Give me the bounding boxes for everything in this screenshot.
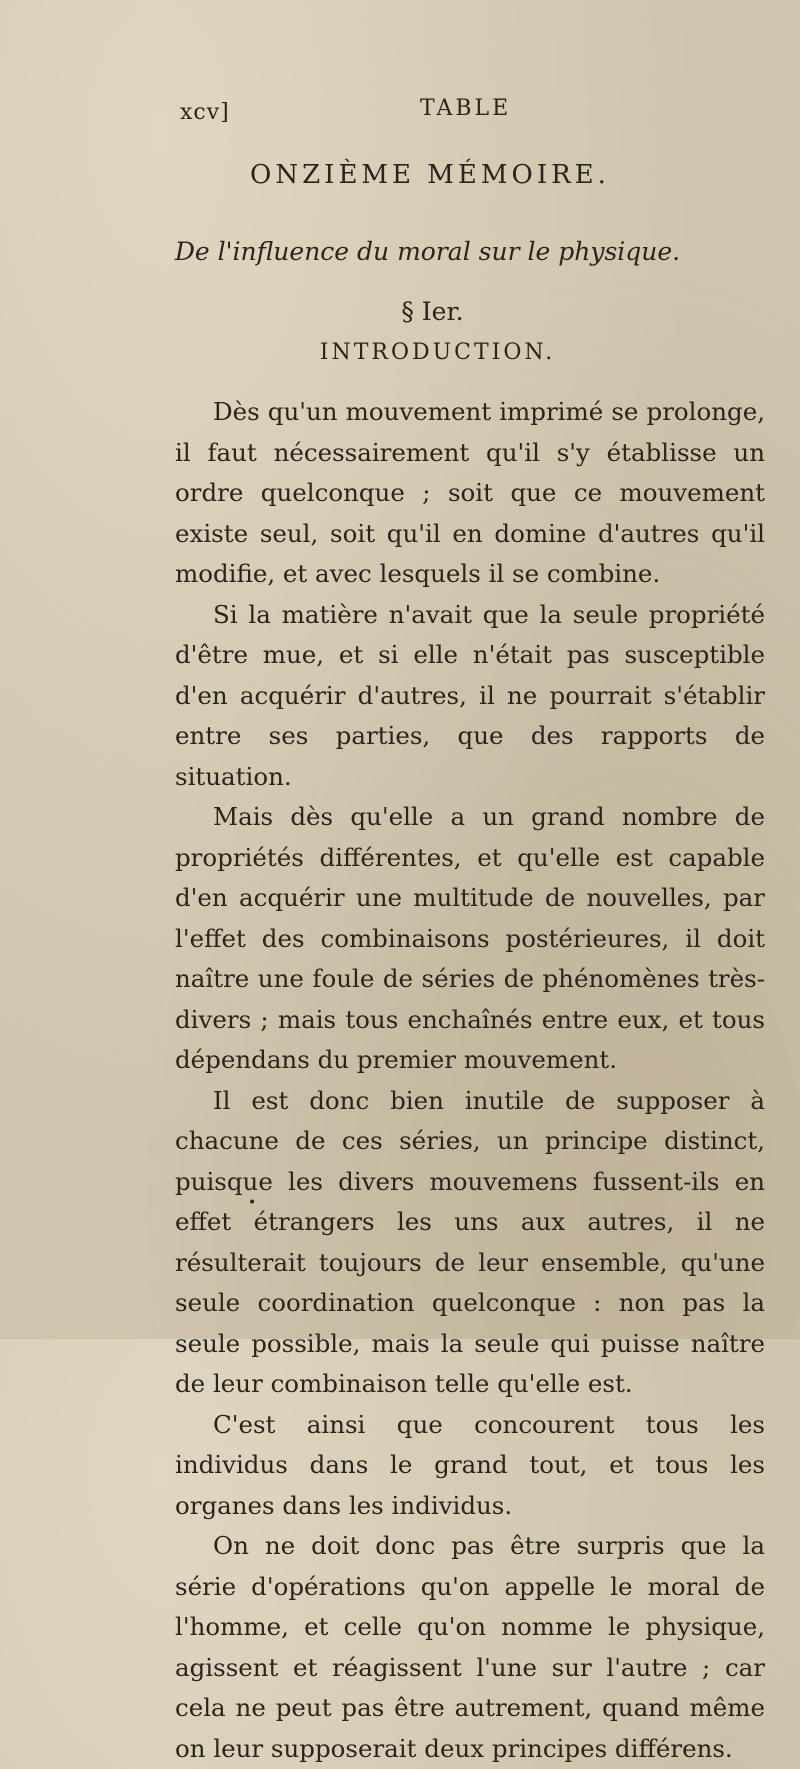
memoir-title: ONZIÈME MÉMOIRE. [250,160,610,190]
subtitle: De l'influence du moral sur le physique. [174,237,681,266]
running-header [170,96,730,140]
paragraph: Dès qu'un mouvement imprimé se prolonge, il faut nécessairement qu'il s'y établisse un ordre quelconque ; soit que ce mouvement existe seul, soit qu'il en domine d'autres qu'il modifie, et avec lesquels il se combine. [175,397,765,588]
section-heading: INTRODUCTION. [319,340,556,365]
page-number: xcv] [180,100,230,125]
paragraph: C'est ainsi que concourent tous les individus dans le grand tout, et tous les organes dans les individus. [175,1409,765,1520]
running-title: TABLE [420,96,512,121]
section-mark: § Ier. [401,297,464,326]
paragraph: Mais dès qu'elle a un grand nombre de propriétés différentes, et qu'elle est capable d'en acquérir une multitude de nouvelles, par l'effet des combinaisons postérieures, il doit naître une foule de séries de phénomènes très-divers ; mais tous enchaînés entre eux, et tous dépendans du premier mouvement. [175,802,765,1074]
paragraph: On ne doit donc pas être surpris que la série d'opérations qu'on appelle le moral de l'homme, et celle qu'on nomme le physique, agissent et réagissent l'une sur l'autre ; car cela ne peut pas être autrement, quand même on leur supposerait deux principes différens. [175,1531,765,1763]
ink-speck: • [248,1195,257,1211]
paragraph: Il est donc bien inutile de supposer à chacune de ces séries, un principe distinct, puisque les divers mouvemens fussent-ils en effet étrangers les uns aux autres, il ne résulterait toujours de leur ensemble, qu'une seule coordination quelconque : non pas la seule possible, mais la seule qui puisse naître de leur combinaison telle qu'elle est. [175,1085,765,1398]
paragraph: Si la matière n'avait que la seule propriété d'être mue, et si elle n'était pas susceptible d'en acquérir d'autres, il ne pourrait s'établir entre ses parties, que des rapports de situation. [175,599,765,791]
body-text [175,392,765,1769]
